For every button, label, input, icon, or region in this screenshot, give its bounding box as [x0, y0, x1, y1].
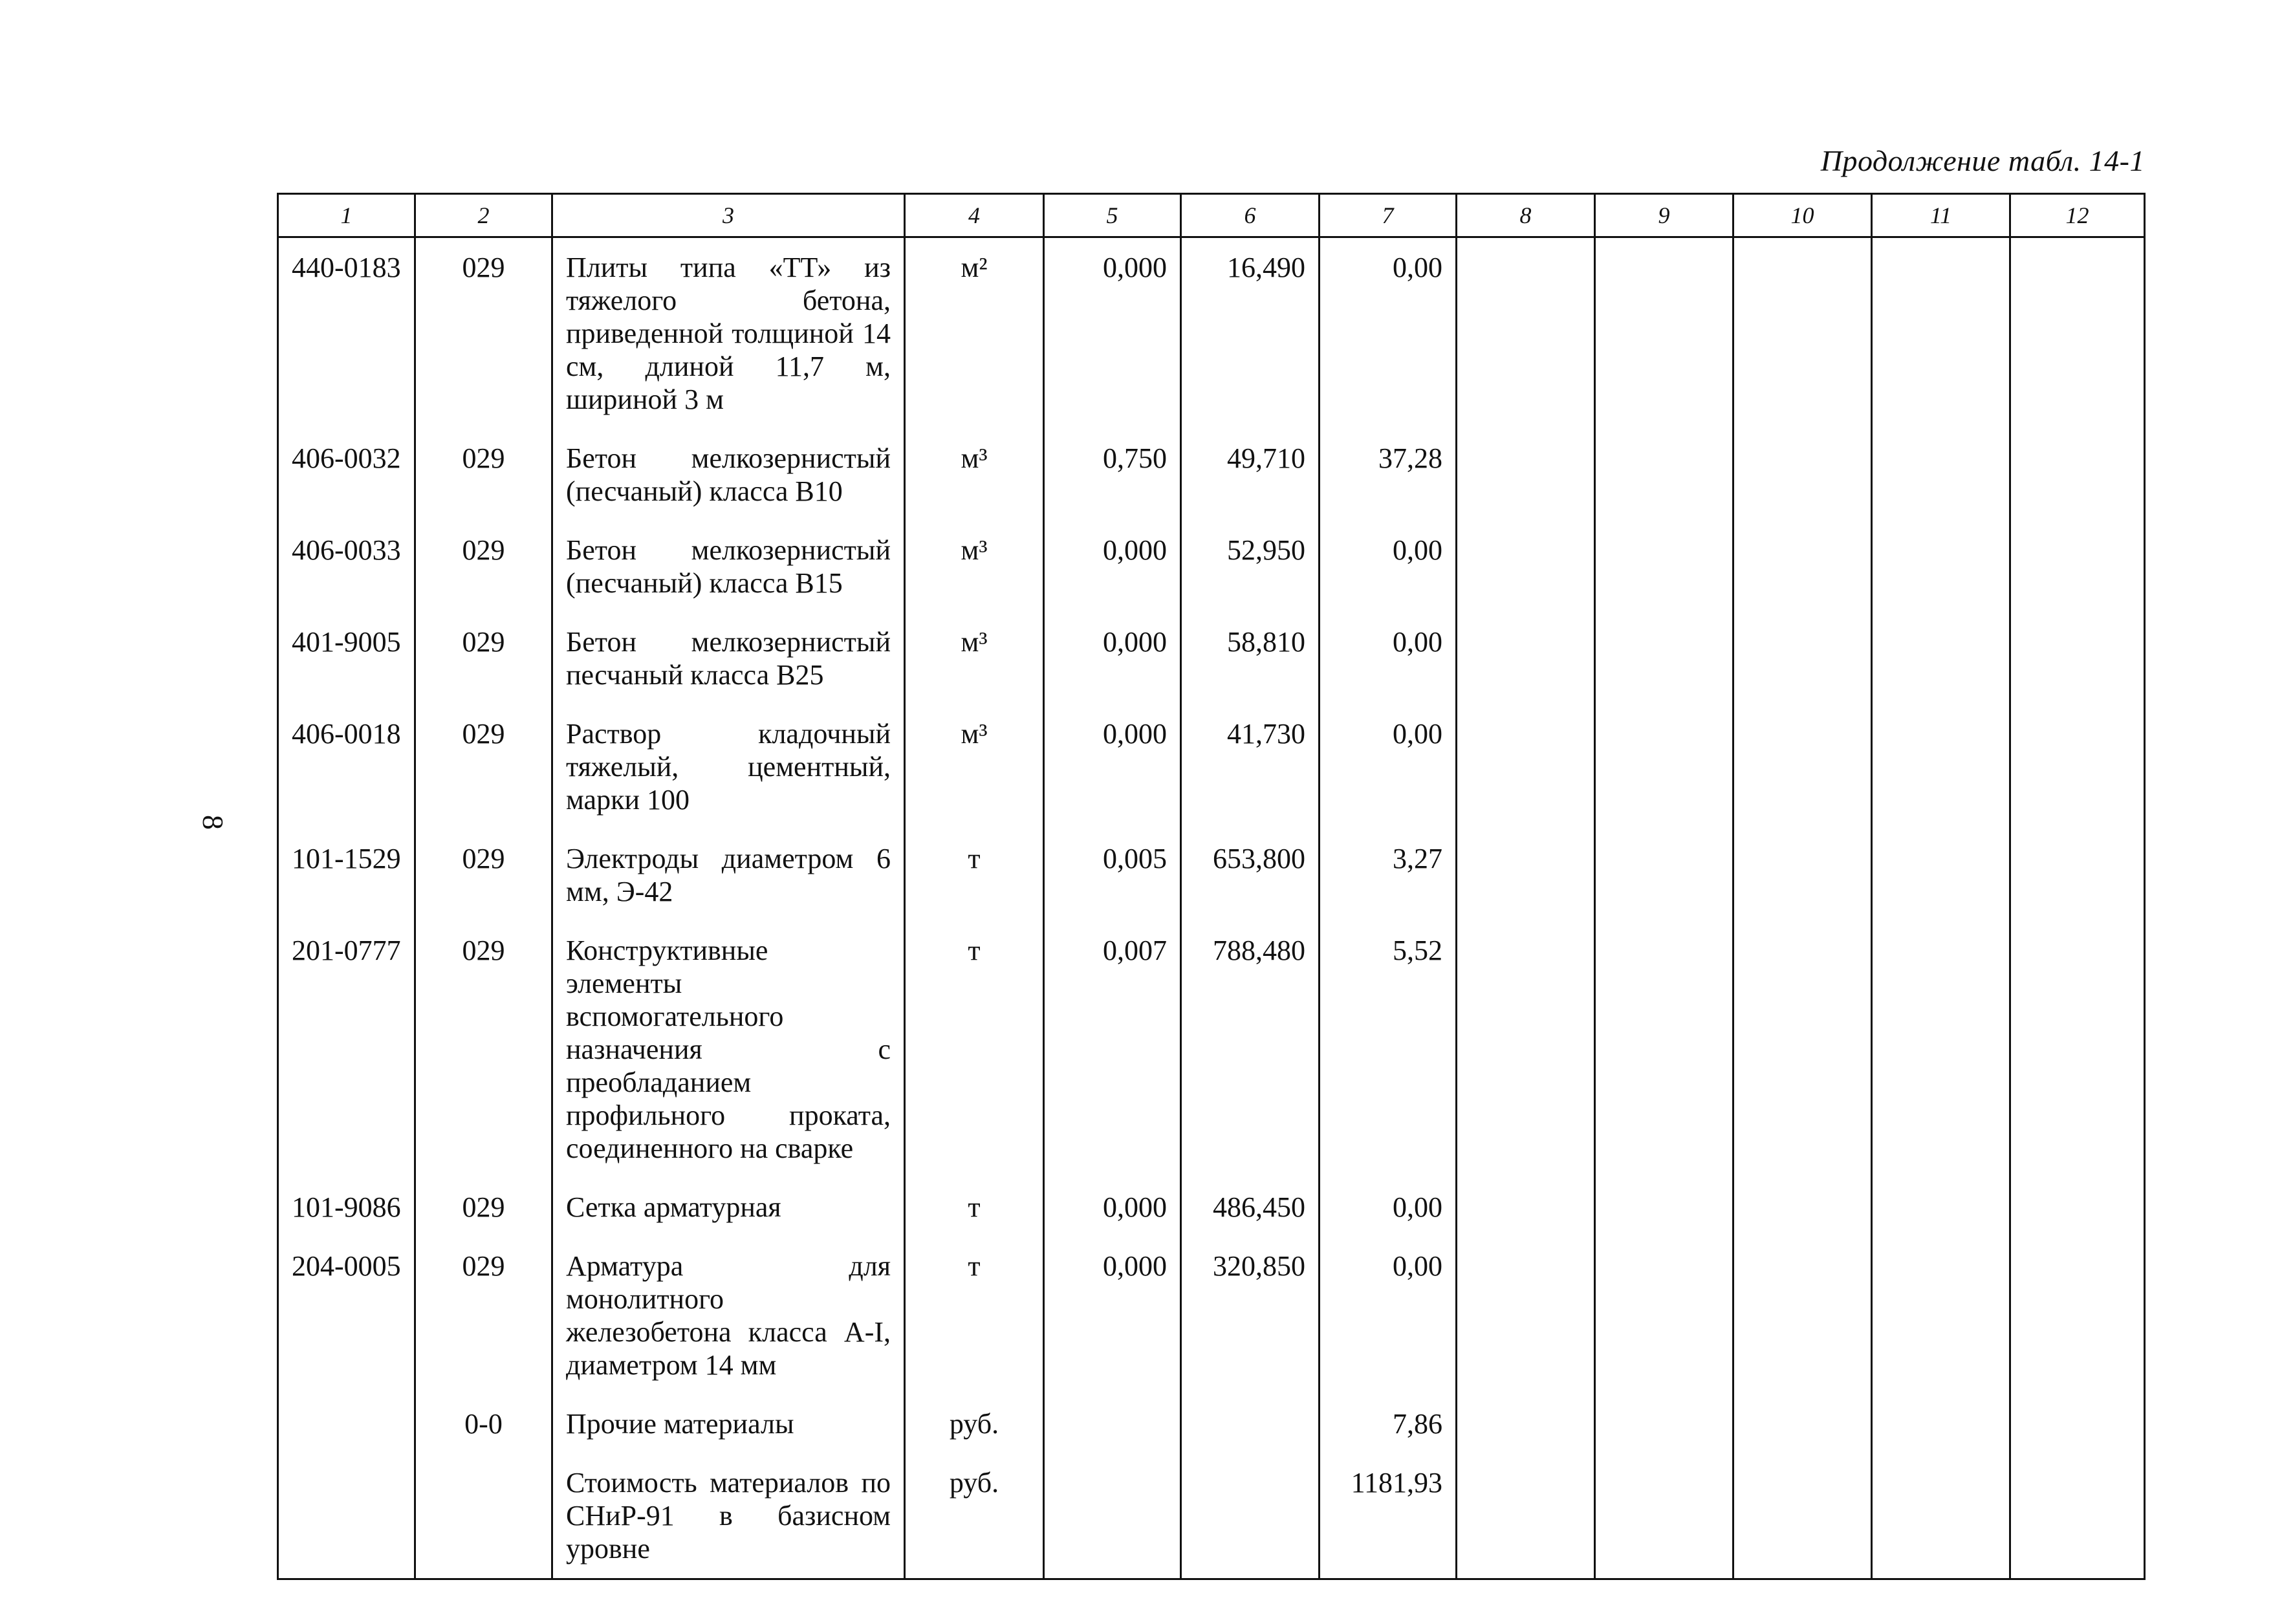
empty-cell — [2010, 1453, 2145, 1579]
resource-code: 029 — [462, 442, 505, 474]
material-code: 101-1529 — [292, 843, 401, 874]
quantity: 0,750 — [1103, 442, 1167, 474]
resource-code: 029 — [462, 534, 505, 566]
empty-cell — [1872, 1394, 2010, 1453]
empty-cell — [1872, 429, 2010, 521]
unit: т — [968, 843, 981, 874]
unit-price-cell — [1181, 612, 1320, 704]
unit: т — [968, 1191, 981, 1223]
unit-price-cell — [1181, 521, 1320, 612]
table-row — [278, 237, 2145, 429]
resource-code-cell — [415, 829, 552, 921]
unit-cell — [905, 429, 1044, 521]
table-row — [278, 521, 2145, 612]
quantity-cell — [1044, 429, 1181, 521]
material-name: Раствор кладочный тяжелый, цементный, марки 100 — [566, 718, 891, 816]
resource-code-cell — [415, 921, 552, 1178]
material-code-cell — [278, 1453, 415, 1579]
column-header: 1 — [278, 194, 415, 237]
material-name-cell — [552, 704, 905, 829]
material-code-cell — [278, 521, 415, 612]
material-name: Стоимость материалов по СНиР-91 в базисном уровне — [566, 1467, 891, 1564]
cost-cell — [1320, 237, 1457, 429]
quantity — [1058, 1453, 1167, 1479]
quantity-cell — [1044, 237, 1181, 429]
quantity-cell — [1044, 1394, 1181, 1453]
empty-cell — [1733, 612, 1872, 704]
resource-code: 029 — [462, 1250, 505, 1282]
cost-cell — [1320, 1237, 1457, 1394]
material-code-cell — [278, 704, 415, 829]
quantity-cell — [1044, 612, 1181, 704]
quantity-cell — [1044, 1178, 1181, 1237]
resource-code — [429, 1453, 538, 1479]
material-name: Бетон мелкозернистый песчаный класса В25 — [566, 626, 891, 691]
unit: т — [968, 1250, 981, 1282]
unit-price: 58,810 — [1227, 626, 1305, 658]
cost: 0,00 — [1393, 626, 1442, 658]
unit-cell — [905, 1394, 1044, 1453]
resource-code: 029 — [462, 843, 505, 874]
empty-cell — [1872, 1453, 2010, 1579]
cost-cell — [1320, 1178, 1457, 1237]
cost: 37,28 — [1378, 442, 1442, 474]
unit-price: 49,710 — [1227, 442, 1305, 474]
empty-cell — [1733, 1178, 1872, 1237]
unit: м³ — [961, 442, 988, 474]
resource-code-cell — [415, 1237, 552, 1394]
material-name: Прочие материалы — [566, 1408, 794, 1440]
resource-code-cell — [415, 237, 552, 429]
empty-cell — [1733, 429, 1872, 521]
unit-cell — [905, 612, 1044, 704]
table-caption: Продолжение табл. 14-1 — [1820, 144, 2145, 177]
empty-cell — [1872, 1178, 2010, 1237]
unit-price — [1195, 1453, 1305, 1479]
empty-cell — [2010, 612, 2145, 704]
cost-cell — [1320, 612, 1457, 704]
material-code — [292, 1453, 401, 1479]
column-header: 2 — [415, 194, 552, 237]
quantity: 0,007 — [1103, 935, 1167, 966]
resource-code-cell — [415, 1453, 552, 1579]
resource-code: 029 — [462, 935, 505, 966]
empty-cell — [1457, 921, 1595, 1178]
resource-code-cell — [415, 704, 552, 829]
material-code-cell — [278, 921, 415, 1178]
unit-price: 52,950 — [1227, 534, 1305, 566]
cost: 0,00 — [1393, 1250, 1442, 1282]
quantity: 0,000 — [1103, 252, 1167, 283]
header-row — [278, 194, 2145, 237]
column-header: 5 — [1044, 194, 1181, 237]
empty-cell — [1595, 237, 1733, 429]
empty-cell — [1733, 829, 1872, 921]
quantity-cell — [1044, 1237, 1181, 1394]
empty-cell — [2010, 237, 2145, 429]
empty-cell — [1457, 237, 1595, 429]
resource-code: 0-0 — [464, 1408, 503, 1440]
material-code-cell — [278, 429, 415, 521]
empty-cell — [2010, 1237, 2145, 1394]
material-code — [292, 1394, 401, 1420]
quantity-cell — [1044, 521, 1181, 612]
quantity-cell — [1044, 1453, 1181, 1579]
resource-code-cell — [415, 521, 552, 612]
material-name-cell — [552, 1394, 905, 1453]
empty-cell — [1595, 829, 1733, 921]
unit-price-cell — [1181, 1394, 1320, 1453]
cost: 0,00 — [1393, 252, 1442, 283]
unit-price-cell — [1181, 1453, 1320, 1579]
material-name-cell — [552, 921, 905, 1178]
table-row — [278, 1178, 2145, 1237]
unit-price-cell — [1181, 1237, 1320, 1394]
table-row — [278, 829, 2145, 921]
material-name: Бетон мелкозернистый (песчаный) класса В15 — [566, 534, 891, 599]
material-name: Бетон мелкозернистый (песчаный) класса В10 — [566, 442, 891, 507]
empty-cell — [1872, 921, 2010, 1178]
unit-price-cell — [1181, 429, 1320, 521]
material-name-cell — [552, 521, 905, 612]
material-name-cell — [552, 1178, 905, 1237]
column-header: 3 — [552, 194, 905, 237]
quantity: 0,000 — [1103, 534, 1167, 566]
empty-cell — [2010, 704, 2145, 829]
material-code: 406-0032 — [292, 442, 401, 474]
cost-cell — [1320, 1453, 1457, 1579]
column-header: 8 — [1457, 194, 1595, 237]
material-name: Плиты типа «ТТ» из тяжелого бетона, приведенной толщиной 14 см, длиной 11,7 м, шириной 3 м — [566, 252, 891, 415]
material-code: 401-9005 — [292, 626, 401, 658]
empty-cell — [1872, 704, 2010, 829]
unit-cell — [905, 521, 1044, 612]
unit: м² — [961, 252, 988, 283]
empty-cell — [1733, 704, 1872, 829]
resource-code-cell — [415, 1178, 552, 1237]
empty-cell — [2010, 521, 2145, 612]
unit-cell — [905, 829, 1044, 921]
quantity: 0,000 — [1103, 1250, 1167, 1282]
material-name: Электроды диаметром 6 мм, Э-42 — [566, 843, 891, 907]
unit-price-cell — [1181, 1178, 1320, 1237]
material-code: 201-0777 — [292, 935, 401, 966]
resource-code: 029 — [462, 252, 505, 283]
cost: 3,27 — [1393, 843, 1442, 874]
empty-cell — [1457, 429, 1595, 521]
column-header: 10 — [1733, 194, 1872, 237]
cost-cell — [1320, 1394, 1457, 1453]
empty-cell — [1457, 1237, 1595, 1394]
resource-code: 029 — [462, 1191, 505, 1223]
unit: руб. — [949, 1467, 999, 1499]
resource-code-cell — [415, 612, 552, 704]
resource-code: 029 — [462, 718, 505, 750]
empty-cell — [1595, 1453, 1733, 1579]
material-code: 204-0005 — [292, 1250, 401, 1282]
material-code-cell — [278, 612, 415, 704]
material-name-cell — [552, 829, 905, 921]
material-name: Сетка арматурная — [566, 1191, 781, 1223]
table-body — [278, 237, 2145, 1579]
empty-cell — [1595, 1178, 1733, 1237]
cost: 0,00 — [1393, 718, 1442, 750]
unit: м³ — [961, 626, 988, 658]
empty-cell — [1457, 521, 1595, 612]
unit-price-cell — [1181, 921, 1320, 1178]
empty-cell — [1457, 829, 1595, 921]
quantity: 0,005 — [1103, 843, 1167, 874]
material-name-cell — [552, 1453, 905, 1579]
material-name-cell — [552, 1237, 905, 1394]
unit-price-cell — [1181, 237, 1320, 429]
cost-cell — [1320, 521, 1457, 612]
material-code-cell — [278, 1178, 415, 1237]
empty-cell — [1595, 704, 1733, 829]
unit-price-cell — [1181, 829, 1320, 921]
quantity: 0,000 — [1103, 626, 1167, 658]
empty-cell — [1872, 237, 2010, 429]
resource-code-cell — [415, 429, 552, 521]
material-code-cell — [278, 237, 415, 429]
column-header: 12 — [2010, 194, 2145, 237]
unit-cell — [905, 1453, 1044, 1579]
material-code: 101-9086 — [292, 1191, 401, 1223]
unit-cell — [905, 704, 1044, 829]
table-row — [278, 704, 2145, 829]
empty-cell — [1733, 237, 1872, 429]
cost-cell — [1320, 921, 1457, 1178]
empty-cell — [1595, 429, 1733, 521]
unit: м³ — [961, 718, 988, 750]
empty-cell — [1457, 1394, 1595, 1453]
empty-cell — [1733, 1394, 1872, 1453]
empty-cell — [1733, 1453, 1872, 1579]
empty-cell — [2010, 829, 2145, 921]
empty-cell — [1595, 921, 1733, 1178]
empty-cell — [2010, 1394, 2145, 1453]
resource-code-cell — [415, 1394, 552, 1453]
empty-cell — [1872, 612, 2010, 704]
empty-cell — [1595, 521, 1733, 612]
empty-cell — [1457, 612, 1595, 704]
column-header: 4 — [905, 194, 1044, 237]
quantity-cell — [1044, 921, 1181, 1178]
cost-cell — [1320, 829, 1457, 921]
cost-cell — [1320, 704, 1457, 829]
cost: 5,52 — [1393, 935, 1442, 966]
unit: т — [968, 935, 981, 966]
empty-cell — [1733, 521, 1872, 612]
unit-price: 16,490 — [1227, 252, 1305, 283]
unit-price: 41,730 — [1227, 718, 1305, 750]
quantity: 0,000 — [1103, 718, 1167, 750]
material-name-cell — [552, 237, 905, 429]
material-name-cell — [552, 612, 905, 704]
empty-cell — [1595, 612, 1733, 704]
materials-table — [277, 193, 2146, 1580]
material-code-cell — [278, 1237, 415, 1394]
table-row — [278, 1453, 2145, 1579]
material-name-cell — [552, 429, 905, 521]
unit-price-cell — [1181, 704, 1320, 829]
cost: 7,86 — [1393, 1408, 1442, 1440]
material-code: 406-0033 — [292, 534, 401, 566]
resource-code: 029 — [462, 626, 505, 658]
cost: 1181,93 — [1351, 1467, 1442, 1499]
empty-cell — [1872, 829, 2010, 921]
quantity — [1058, 1394, 1167, 1420]
unit-price: 788,480 — [1213, 935, 1305, 966]
material-name: Арматура для монолитного железобетона класса А-I, диаметром 14 мм — [566, 1250, 891, 1381]
unit-price — [1195, 1394, 1305, 1420]
unit-price: 320,850 — [1213, 1250, 1305, 1282]
material-name: Конструктивные элементы вспомогательного назначения с преобладанием профильного проката, соединенного на сварке — [566, 935, 891, 1164]
table-row — [278, 1394, 2145, 1453]
column-header: 9 — [1595, 194, 1733, 237]
table-row — [278, 1237, 2145, 1394]
empty-cell — [1457, 1453, 1595, 1579]
page-number: 8 — [197, 815, 230, 830]
unit: руб. — [949, 1408, 999, 1440]
quantity-cell — [1044, 829, 1181, 921]
cost-cell — [1320, 429, 1457, 521]
cost: 0,00 — [1393, 534, 1442, 566]
empty-cell — [1872, 1237, 2010, 1394]
empty-cell — [1595, 1394, 1733, 1453]
unit-cell — [905, 1237, 1044, 1394]
unit-price: 486,450 — [1213, 1191, 1305, 1223]
empty-cell — [1595, 1237, 1733, 1394]
cost: 0,00 — [1393, 1191, 1442, 1223]
column-header: 11 — [1872, 194, 2010, 237]
unit-cell — [905, 921, 1044, 1178]
unit-cell — [905, 237, 1044, 429]
quantity: 0,000 — [1103, 1191, 1167, 1223]
empty-cell — [1457, 704, 1595, 829]
empty-cell — [1872, 521, 2010, 612]
unit-price: 653,800 — [1213, 843, 1305, 874]
table-row — [278, 612, 2145, 704]
empty-cell — [2010, 1178, 2145, 1237]
empty-cell — [2010, 921, 2145, 1178]
empty-cell — [2010, 429, 2145, 521]
material-code-cell — [278, 829, 415, 921]
unit-cell — [905, 1178, 1044, 1237]
unit: м³ — [961, 534, 988, 566]
material-code: 440-0183 — [292, 252, 401, 283]
column-header: 7 — [1320, 194, 1457, 237]
empty-cell — [1733, 921, 1872, 1178]
column-header: 6 — [1181, 194, 1320, 237]
empty-cell — [1733, 1237, 1872, 1394]
material-code-cell — [278, 1394, 415, 1453]
empty-cell — [1457, 1178, 1595, 1237]
table-row — [278, 921, 2145, 1178]
quantity-cell — [1044, 704, 1181, 829]
material-code: 406-0018 — [292, 718, 401, 750]
table-row — [278, 429, 2145, 521]
